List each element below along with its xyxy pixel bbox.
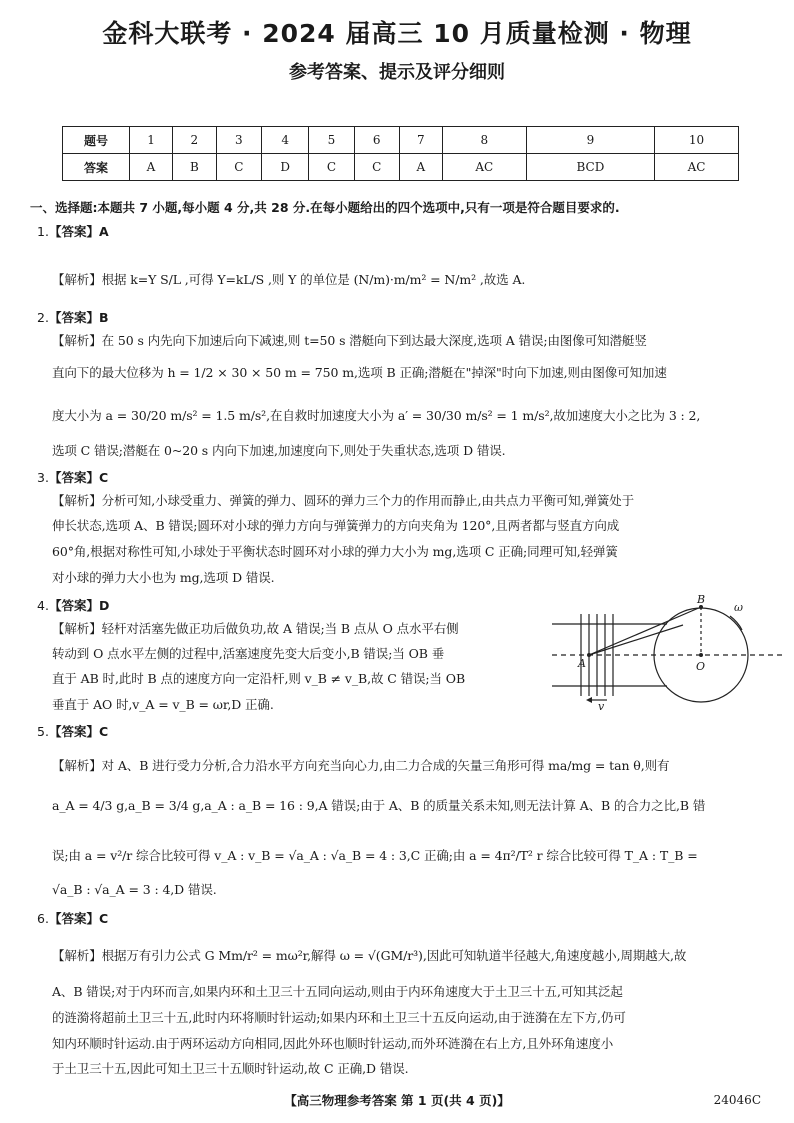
table-cell: 2 bbox=[173, 127, 217, 154]
question-6-answer bbox=[37, 909, 108, 927]
solution-line: 直向下的最大位移为 h = 1/2 × 30 × 50 m = 750 m,选项 B 正确;潜艇在"掉深"时向下加速,则由图像可知加速 bbox=[52, 365, 667, 380]
solution-line: 度大小为 a = 30/20 m/s² = 1.5 m/s²,在自救时加速度大小为 a′ = 30/30 m/s² = 1 m/s²,故加速度大小之比为 3 : 2, bbox=[52, 408, 701, 423]
solution-line: 【解析】对 A、B 进行受力分析,合力沿水平方向充当向心力,由二力合成的矢量三角形可得 ma/mg = tan θ,则有 bbox=[52, 758, 670, 773]
question-4-answer bbox=[37, 596, 109, 614]
document-code: 24046C bbox=[713, 1093, 761, 1107]
solution-line: 直于 AB 时,此时 B 点的速度方向一定沿杆,则 v_B ≠ v_B,故 C 错误;当 OB bbox=[52, 671, 466, 686]
answer-label: 【答案】A bbox=[48, 224, 109, 239]
table-cell: 5 bbox=[309, 127, 354, 154]
answer-table bbox=[62, 126, 739, 181]
row-label-number: 题号 bbox=[63, 127, 130, 154]
solution-line: √a_B : √a_A = 3 : 4,D 错误. bbox=[52, 882, 217, 897]
question-1-answer bbox=[37, 222, 109, 240]
question-2-answer bbox=[37, 308, 108, 326]
table-cell: A bbox=[399, 154, 442, 181]
point-o-marker bbox=[699, 653, 703, 657]
solution-line: 的涟漪将超前土卫三十五,此时内环将顺时针运动;如果内环和土卫三十五反向运动,由于涟漪在左下方,仍可 bbox=[52, 1010, 626, 1025]
table-cell: 8 bbox=[442, 127, 526, 154]
question-number: 5. bbox=[37, 724, 49, 739]
solution-line: 对小球的弹力大小也为 mg,选项 D 错误. bbox=[52, 570, 275, 585]
question-5-answer bbox=[37, 722, 108, 740]
answer-label: 【答案】D bbox=[48, 598, 110, 613]
solution-line: 转动到 O 点水平左侧的过程中,活塞速度先变大后变小,B 错误;当 OB 垂 bbox=[52, 646, 445, 661]
solution-line: 【解析】在 50 s 内先向下加速后向下减速,则 t=50 s 潜艇向下到达最大深度,选项 A 错误;由图像可知潜艇竖 bbox=[52, 333, 647, 348]
solution-line: 伸长状态,选项 A、B 错误;圆环对小球的弹力方向与弹簧弹力的方向夹角为 120°,且两者都与竖直方向成 bbox=[52, 518, 620, 533]
table-cell: 4 bbox=[262, 127, 309, 154]
solution-line: 误;由 a = v²/r 综合比较可得 v_A : v_B = √a_A : √a_B = 4 : 3,C 正确;由 a = 4π²/T² r 综合比较可得 T_A : T_B = bbox=[52, 848, 698, 863]
table-cell: C bbox=[354, 154, 399, 181]
question-number: 2. bbox=[37, 310, 49, 325]
piston-crank-diagram bbox=[552, 594, 782, 710]
answer-label: 【答案】C bbox=[48, 470, 109, 485]
solution-line: 【解析】根据万有引力公式 G Mm/r² = mω²r,解得 ω = √(GM/r³),因此可知轨道半径越大,角速度越小,周期越大,故 bbox=[52, 948, 687, 963]
point-a-marker bbox=[587, 653, 591, 657]
label-omega: ω bbox=[734, 601, 743, 614]
label-b: B bbox=[697, 594, 706, 606]
table-cell: BCD bbox=[526, 154, 654, 181]
table-cell: AC bbox=[655, 154, 739, 181]
table-cell: 1 bbox=[130, 127, 173, 154]
question-number: 3. bbox=[37, 470, 49, 485]
solution-line: 于土卫三十五,因此可知土卫三十五顺时针运动,故 C 正确,D 错误. bbox=[52, 1061, 409, 1076]
label-a: A bbox=[578, 657, 586, 670]
table-cell: 10 bbox=[655, 127, 739, 154]
table-cell: 7 bbox=[399, 127, 442, 154]
label-o: O bbox=[696, 660, 706, 673]
solution-line: 60°角,根据对称性可知,小球处于平衡状态时圆环对小球的弹力大小为 mg,选项 C 正确;同理可知,轻弹簧 bbox=[52, 544, 618, 559]
table-cell: 3 bbox=[216, 127, 261, 154]
solution-line: 【解析】根据 k=Y S/L ,可得 Y=kL/S ,则 Y 的单位是 (N/m)·m/m² = N/m² ,故选 A. bbox=[52, 272, 526, 287]
row-label-answer: 答案 bbox=[63, 154, 130, 181]
arrow-icon bbox=[586, 697, 592, 703]
answer-label: 【答案】C bbox=[48, 724, 109, 739]
solution-line: 垂直于 AO 时,v_A = v_B = ωr,D 正确. bbox=[52, 697, 274, 712]
answer-label: 【答案】B bbox=[48, 310, 109, 325]
solution-line: 选项 C 错误;潜艇在 0~20 s 内向下加速,加速度向下,则处于失重状态,选项 D 错误. bbox=[52, 443, 506, 458]
solution-line: A、B 错误;对于内环而言,如果内环和土卫三十五同向运动,则由于内环角速度大于土卫三十五,可知其泛起 bbox=[52, 984, 623, 999]
solution-line: a_A = 4/3 g,a_B = 3/4 g,a_A : a_B = 16 : 9,A 错误;由于 A、B 的质量关系未知,则无法计算 A、B 的合力之比,B 错 bbox=[52, 798, 706, 813]
solution-line: 知内环顺时针运动.由于两环运动方向相同,因此外环也顺时针运动,而外环涟漪在右上方,且外环角速度小 bbox=[52, 1036, 614, 1051]
label-v: v bbox=[598, 700, 605, 710]
answer-label: 【答案】C bbox=[48, 911, 109, 926]
page-footer: 【高三物理参考答案 第 1 页(共 4 页)】 bbox=[284, 1093, 510, 1108]
answer-table-number-row bbox=[63, 127, 739, 154]
page-title: 金科大联考 · 2024 届高三 10 月质量检测 · 物理 bbox=[102, 19, 692, 48]
solution-line: 【解析】分析可知,小球受重力、弹簧的弹力、圆环的弹力三个力的作用而静止,由共点力平衡可知,弹簧处于 bbox=[52, 493, 635, 508]
table-cell: B bbox=[173, 154, 217, 181]
question-number: 1. bbox=[37, 224, 49, 239]
section-heading: 一、选择题:本题共 7 小题,每小题 4 分,共 28 分.在每小题给出的四个选项中,只有一项是符合题目要求的. bbox=[30, 200, 620, 215]
page-subtitle: 参考答案、提示及评分细则 bbox=[289, 62, 505, 83]
table-cell: D bbox=[262, 154, 309, 181]
table-cell: AC bbox=[442, 154, 526, 181]
table-cell: C bbox=[216, 154, 261, 181]
question-number: 4. bbox=[37, 598, 49, 613]
table-cell: C bbox=[309, 154, 354, 181]
solution-line: 【解析】轻杆对活塞先做正功后做负功,故 A 错误;当 B 点从 O 点水平右侧 bbox=[52, 621, 459, 636]
table-cell: 9 bbox=[526, 127, 654, 154]
table-cell: 6 bbox=[354, 127, 399, 154]
answer-table-answer-row bbox=[63, 154, 739, 181]
question-3-answer bbox=[37, 468, 108, 486]
table-cell: A bbox=[130, 154, 173, 181]
question-number: 6. bbox=[37, 911, 49, 926]
